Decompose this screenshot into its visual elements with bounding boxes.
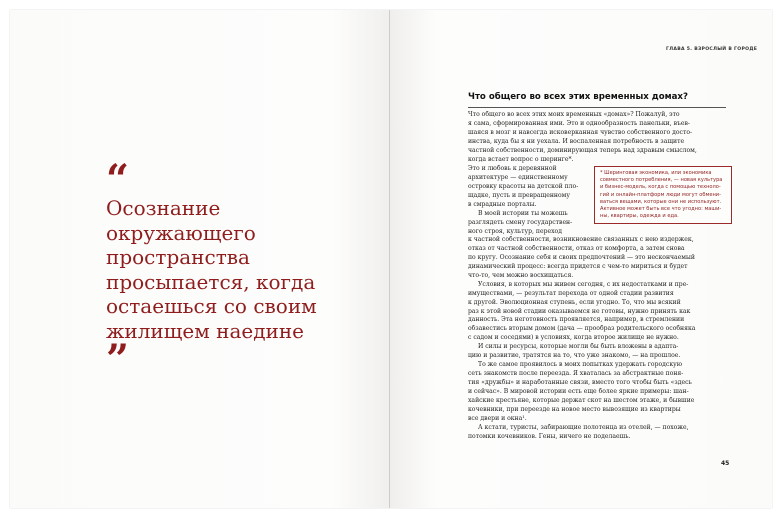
body-line: щадке, пусть и превращенному xyxy=(468,191,570,199)
pull-quote-line: просыпается, когда xyxy=(106,269,316,294)
pull-quote-line: Осознание xyxy=(106,196,221,220)
body-line: с садом и соседями) в условиях, когда второе жилище не нужно. xyxy=(468,334,679,342)
section-title: Что общего во всех этих временных домах? xyxy=(468,92,688,102)
body-line: островку красоты на детской пло- xyxy=(468,182,579,190)
body-line: в смрадные порталы. xyxy=(468,200,537,208)
sidebar-line: Активное может быть все что угодно: маши- xyxy=(600,206,722,213)
body-line: и сейчас». В мировой истории есть еще более яркие примеры: шан- xyxy=(468,387,689,395)
pull-quote-line: остаешься со своим xyxy=(106,294,317,318)
body-line: все двери и окна¹. xyxy=(468,414,527,422)
body-line: обзавестись вторым домом (дача — прообраз родительского особняка xyxy=(468,325,696,333)
body-line: архитектуре — единственному xyxy=(468,173,568,181)
body-paragraph-main xyxy=(468,236,726,442)
body-line: А кстати, туристы, забирающие полотенца из отелей, — похоже, xyxy=(478,423,689,431)
quote-close-mark: ” xyxy=(106,336,128,383)
body-line: отказ от частной собственности, отказ от комфорта, а затем снова xyxy=(468,244,685,252)
body-line: Условия, в которых мы живем сегодня, с их недостатками и пре- xyxy=(478,280,689,288)
sidebar-line: совместного потребления, — новая культура xyxy=(600,177,723,184)
sidebar-line: и бизнес-модель, когда с помощью техноло- xyxy=(600,184,721,191)
pull-quote-line: окружающего xyxy=(106,220,256,245)
left-page xyxy=(10,10,390,508)
pull-quote xyxy=(106,196,376,343)
body-line: тия «дружбы» и наработанные связи, вместо того чтобы быть «здесь xyxy=(468,379,692,386)
body-line: к частной собственности, возникновение связанных с нею издержек, xyxy=(468,236,694,243)
body-line: Это и любовь к деревянной xyxy=(468,165,557,172)
body-line: частной собственности, доминирующая теперь над здравым смыслом, xyxy=(468,146,697,154)
body-line: То же самое проявилось в моих попытках удержать городскую xyxy=(478,361,683,369)
body-paragraph-narrow xyxy=(468,165,592,237)
body-line: ного строя, культур, переход xyxy=(468,227,562,235)
page-number: 45 xyxy=(721,460,730,467)
footnote-sidebar xyxy=(594,166,732,224)
body-line: Что общего во всех этих моих временных «домах»? Пожалуй, это xyxy=(468,111,680,118)
body-line: кочевники, при переезде на новое место вывозящие из квартиры xyxy=(468,405,681,413)
body-line: инства, куда бы я ни уехала. И воспаленная потребность в защите xyxy=(468,137,685,145)
body-line: имуществами, — результат перехода от одной стадии развития xyxy=(468,289,674,297)
body-paragraph-intro xyxy=(468,111,726,165)
sidebar-line: ны, квартиры, одежда и еда. xyxy=(600,213,679,220)
title-rule xyxy=(468,107,726,108)
right-page xyxy=(390,10,772,508)
body-line: потомки кочевников. Гены, ничего не поделаешь. xyxy=(468,432,631,440)
body-line: я сама, сформированная ими. Это и однообразность панельки, въев- xyxy=(468,119,690,127)
body-line: разглядеть смену государствен- xyxy=(468,218,573,226)
body-line: хайские крестьяне, которые держат скот на шестом этаже, и бывшие xyxy=(468,396,695,404)
sidebar-line: гий и онлайн-платформ люди могут обмени- xyxy=(600,191,721,198)
body-line: шаяся в мозг и навсегда исковерканная чувство собственного досто- xyxy=(468,128,693,136)
sidebar-line: * Шеринговая экономика, или экономика xyxy=(600,170,712,176)
body-line: И силы и ресурсы, которые могли бы быть вложены в адапта- xyxy=(478,343,679,351)
running-head: ГЛАВА 5. ВЗРОСЛЫЙ В ГОРОДЕ xyxy=(666,47,758,52)
body-line: раз к этой новой стадии оказываемся не готовы, нужно принять как xyxy=(468,307,691,315)
body-line: цию и развитие, тратятся на то, что уже знакомо, — на прошлое. xyxy=(468,352,681,360)
body-line: когда встает вопрос о шеринге*. xyxy=(468,155,574,163)
body-line: к другой. Эволюционная ступень, если угодно. То, что мы всякий xyxy=(468,298,681,306)
body-line: что-то, чем можно восхищаться. xyxy=(468,271,574,279)
quote-open-mark: “ xyxy=(106,156,128,203)
sidebar-line: ваться вещами, которые они не используют. xyxy=(600,198,722,205)
body-line: динамический процесс: всегда придется с чем-то мириться и будет xyxy=(468,262,688,270)
body-line: В моей истории ты можешь xyxy=(478,209,568,217)
pull-quote-line: пространства xyxy=(106,245,250,269)
body-line: по кругу. Осознание себя и своих предпочтений — это нескончаемый xyxy=(468,253,695,261)
body-line: данность. Эта неготовность проявляется, например, в стремлении xyxy=(468,316,685,324)
pull-quote-line: жилищем наедине xyxy=(106,318,305,343)
body-line: сеть знакомств после переезда. Я хваталась за абстрактные поня- xyxy=(468,370,684,378)
